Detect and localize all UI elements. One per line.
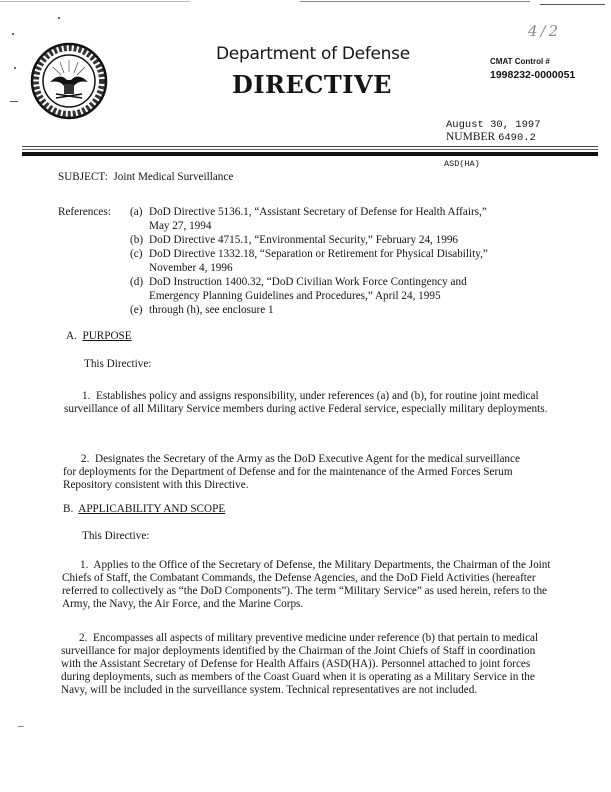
reference-id: (b) (130, 234, 144, 246)
section-heading-purpose (66, 330, 132, 343)
number-value: 6490.2 (498, 132, 536, 144)
office-of-primary-responsibility: ASD(HA) (444, 159, 480, 169)
scan-artifact-line (540, 4, 605, 5)
reference-text: DoD Directive 5136.1, “Assistant Secretary of Defense for Health Affairs,” (149, 206, 487, 218)
reference-id: (e) (130, 304, 143, 316)
paragraph-number: 2. (79, 632, 88, 644)
number-label: NUMBER (446, 131, 496, 143)
scan-speck (14, 67, 16, 69)
cmat-control-number: 1998232-0000051 (490, 69, 576, 81)
cmat-control-label: CMAT Control # (490, 57, 550, 66)
paragraph (61, 632, 551, 697)
section-title: PURPOSE (82, 330, 132, 342)
scan-artifact-dash (10, 101, 18, 102)
header-rule-thin (22, 146, 598, 147)
section-intro: This Directive: (82, 530, 150, 542)
paragraph-text: Establishes policy and assigns responsibility, under references (a) and (b), for routine joint medical surveillance of all Military Service members during active Federal service, especially military deployments. (64, 390, 548, 415)
section-title: APPLICABILITY AND SCOPE (78, 503, 226, 515)
document-type-title: DIRECTIVE (232, 70, 392, 99)
subject-label: SUBJECT: (58, 171, 108, 183)
scan-artifact-line (300, 1, 530, 2)
reference-id: (d) (130, 276, 144, 288)
reference-text: DoD Directive 4715.1, “Environmental Security,” February 24, 1996 (149, 234, 459, 246)
scan-artifact-line (0, 1, 190, 2)
section-letter: A. (66, 330, 77, 342)
paragraph-number: 2. (81, 453, 90, 465)
header-rule-thick (22, 152, 598, 156)
paragraph-number: 1. (80, 559, 89, 571)
section-intro: This Directive: (84, 358, 152, 370)
dod-seal-icon (30, 42, 108, 120)
paragraph (63, 453, 533, 492)
department-name: Department of Defense (216, 44, 410, 64)
paragraph-text: Applies to the Office of the Secretary of Defense, the Military Departments, the Chairman of the Joint Chiefs of Staff, the Combatant Commands, the Defense Agencies, and the DoD Field Activities (hereafter referred to collectively as “the DoD Components”). The term “Military Service” as used herein, refers to the Army, the Navy, the Air Force, and the Marine Corps. (62, 559, 551, 610)
paragraph-number: 1. (82, 390, 91, 402)
reference-id: (a) (130, 206, 143, 218)
reference-text: DoD Directive 1332.18, “Separation or Retirement for Physical Disability,” (149, 248, 488, 260)
section-heading-applicability (63, 503, 225, 516)
handwritten-note: 4/2 (528, 22, 562, 40)
directive-number (446, 131, 536, 144)
reference-id: (c) (130, 248, 143, 260)
references-label: References: (58, 206, 111, 218)
reference-text: November 4, 1996 (149, 262, 233, 274)
paragraph-text: Designates the Secretary of the Army as the DoD Executive Agent for the medical surveillance for deployments for the Department of Defense and for the maintenance of the Armed Forces Serum Repository consistent with this Directive. (63, 453, 520, 491)
reference-text: Emergency Planning Guidelines and Procedures,” April 24, 1995 (149, 290, 441, 302)
section-letter: B. (63, 503, 74, 515)
header-rule-thin (22, 149, 598, 150)
directive-date: August 30, 1997 (446, 119, 541, 131)
scan-speck (12, 33, 14, 35)
subject-value: Joint Medical Surveillance (113, 171, 234, 183)
paragraph-text: Encompasses all aspects of military preventive medicine under reference (b) that pertain to medical surveillance for major deployments identified by the Chairman of the Joint Chiefs of Staff in coordination with the Assistant Secretary of Defense for Health Affairs (ASD(HA)). Personnel attached to joint forces during deployments, such as members of the Coast Guard when it is operating as a Military Service in the Navy, will be included in the surveillance system. Technical representatives are not included. (61, 632, 539, 696)
reference-text: through (h), see enclosure 1 (149, 304, 274, 316)
scan-speck (58, 17, 60, 19)
paragraph (64, 390, 554, 416)
reference-text: DoD Instruction 1400.32, “DoD Civilian Work Force Contingency and (149, 276, 467, 288)
paragraph (62, 559, 552, 611)
subject-line (58, 171, 233, 184)
scan-artifact-dash (18, 726, 24, 727)
reference-text: May 27, 1994 (149, 220, 212, 232)
